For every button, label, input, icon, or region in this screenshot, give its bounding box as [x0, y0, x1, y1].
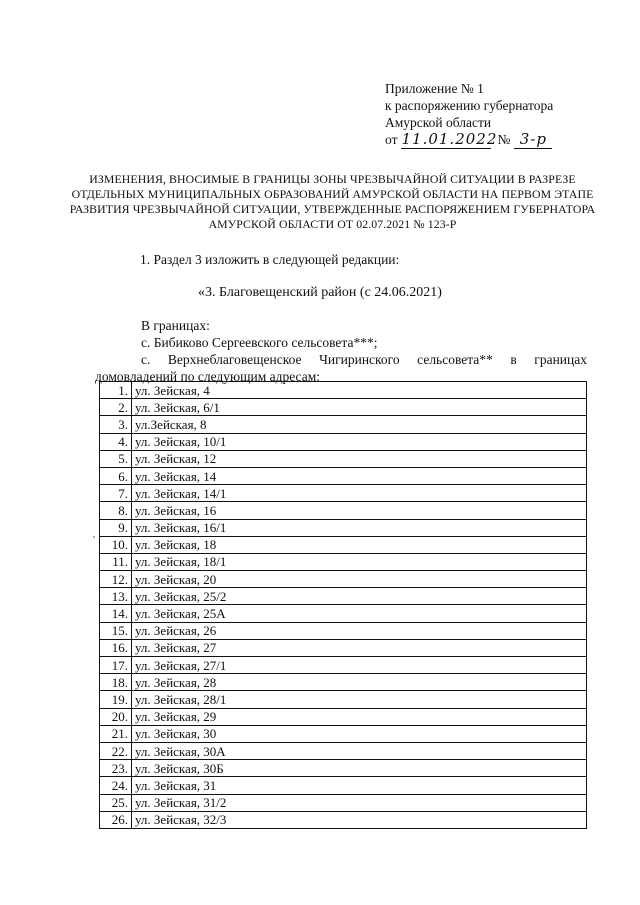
row-number: 26. — [100, 811, 132, 828]
in-borders-label: В границах: — [141, 318, 210, 333]
handwritten-date: 11.01.2022 — [401, 130, 498, 148]
row-number: 13. — [100, 588, 132, 605]
row-address: ул. Зейская, 25/2 — [132, 588, 587, 605]
row-address: ул. Зейская, 18 — [132, 536, 587, 553]
row-number: 6. — [100, 467, 132, 484]
document-title: ИЗМЕНЕНИЯ, ВНОСИМЫЕ В ГРАНИЦЫ ЗОНЫ ЧРЕЗВЫЧАЙНОЙ СИТУАЦИИ В РАЗРЕЗЕ ОТДЕЛЬНЫХ МУНИЦИПАЛЬНЫХ ОБРАЗОВАНИЙ АМУРСКОЙ ОБЛАСТИ НА ПЕРВОМ ЭТАПЕ РАЗВИТИЯ ЧРЕЗВЫЧАЙНОЙ СИТУАЦИИ, УТВЕРЖДЕННЫЕ РАСПОРЯЖЕНИЕМ ГУБЕРНАТОРА АМУРСКОЙ ОБЛАСТИ ОТ 02.07.2021 № 123-Р — [69, 172, 596, 231]
row-address: ул. Зейская, 32/3 — [132, 811, 587, 828]
verkhneblagoveshchenskoe-line: с. Верхнеблаговещенское Чигиринского сельсовета** в границах — [141, 352, 587, 367]
from-label: от — [385, 132, 398, 147]
row-number: 3. — [100, 416, 132, 433]
section-heading: «3. Благовещенский район (с 24.06.2021) — [198, 285, 442, 300]
row-address: ул. Зейская, 4 — [132, 382, 587, 399]
table-row — [100, 657, 587, 674]
row-address: ул. Зейская, 14 — [132, 467, 587, 484]
table-row — [100, 416, 587, 433]
row-address: ул. Зейская, 16/1 — [132, 519, 587, 536]
item-1: 1. Раздел 3 изложить в следующей редакции: — [140, 252, 400, 267]
number-label: № — [497, 132, 511, 147]
row-number: 16. — [100, 639, 132, 656]
appendix-line-2: к распоряжению губернатора — [385, 98, 554, 113]
handwritten-number: 3-р — [514, 131, 552, 149]
row-number: 10. — [100, 536, 132, 553]
table-row — [100, 742, 587, 759]
table-row — [100, 485, 587, 502]
row-number: 17. — [100, 657, 132, 674]
row-number: 19. — [100, 691, 132, 708]
table-row — [100, 450, 587, 467]
row-address: ул. Зейская, 14/1 — [132, 485, 587, 502]
appendix-header — [385, 80, 553, 149]
row-number: 8. — [100, 502, 132, 519]
table-row — [100, 382, 587, 399]
row-address: ул. Зейская, 31/2 — [132, 794, 587, 811]
row-address: ул. Зейская, 12 — [132, 450, 587, 467]
row-address: ул. Зейская, 20 — [132, 571, 587, 588]
table-row — [100, 725, 587, 742]
table-row — [100, 691, 587, 708]
row-address: ул. Зейская, 25А — [132, 605, 587, 622]
row-number: 11. — [100, 553, 132, 570]
row-number: 24. — [100, 777, 132, 794]
table-row — [100, 536, 587, 553]
row-address: ул. Зейская, 27 — [132, 639, 587, 656]
table-row — [100, 622, 587, 639]
row-number: 25. — [100, 794, 132, 811]
table-row — [100, 433, 587, 450]
appendix-line-3: Амурской области — [385, 115, 492, 130]
row-number: 12. — [100, 571, 132, 588]
table-row — [100, 399, 587, 416]
row-number: 7. — [100, 485, 132, 502]
address-table — [99, 381, 587, 829]
address-table-body — [100, 382, 587, 829]
table-row — [100, 777, 587, 794]
row-address: ул. Зейская, 28 — [132, 674, 587, 691]
row-address: ул. Зейская, 30А — [132, 742, 587, 759]
bibikovo-line: с. Бибиково Сергеевского сельсовета***; — [141, 335, 378, 350]
table-row — [100, 605, 587, 622]
row-address: ул. Зейская, 29 — [132, 708, 587, 725]
row-number: 9. — [100, 519, 132, 536]
table-row — [100, 588, 587, 605]
row-address: ул. Зейская, 6/1 — [132, 399, 587, 416]
table-row — [100, 674, 587, 691]
households-line: домовладений по следующим адресам: — [95, 369, 321, 384]
table-row — [100, 811, 587, 828]
row-address: ул. Зейская, 16 — [132, 502, 587, 519]
body-text — [95, 317, 587, 385]
row-address: ул. Зейская, 30Б — [132, 760, 587, 777]
row-address: ул. Зейская, 10/1 — [132, 433, 587, 450]
row-address: ул. Зейская, 31 — [132, 777, 587, 794]
row-number: 22. — [100, 742, 132, 759]
row-number: 1. — [100, 382, 132, 399]
row-number: 18. — [100, 674, 132, 691]
table-row — [100, 467, 587, 484]
table-row — [100, 571, 587, 588]
row-number: 21. — [100, 725, 132, 742]
table-row — [100, 708, 587, 725]
row-number: 5. — [100, 450, 132, 467]
row-number: 20. — [100, 708, 132, 725]
appendix-line-1: Приложение № 1 — [385, 81, 484, 96]
row-number: 4. — [100, 433, 132, 450]
row-number: 14. — [100, 605, 132, 622]
row-address: ул. Зейская, 28/1 — [132, 691, 587, 708]
scan-speck — [93, 536, 95, 538]
row-number: 2. — [100, 399, 132, 416]
table-row — [100, 519, 587, 536]
table-row — [100, 502, 587, 519]
row-address: ул. Зейская, 30 — [132, 725, 587, 742]
table-row — [100, 794, 587, 811]
appendix-date-number — [385, 131, 553, 149]
row-number: 15. — [100, 622, 132, 639]
row-address: ул. Зейская, 26 — [132, 622, 587, 639]
table-row — [100, 553, 587, 570]
row-address: ул. Зейская, 18/1 — [132, 553, 587, 570]
table-row — [100, 760, 587, 777]
table-row — [100, 639, 587, 656]
row-address: ул. Зейская, 27/1 — [132, 657, 587, 674]
row-address: ул.Зейская, 8 — [132, 416, 587, 433]
row-number: 23. — [100, 760, 132, 777]
